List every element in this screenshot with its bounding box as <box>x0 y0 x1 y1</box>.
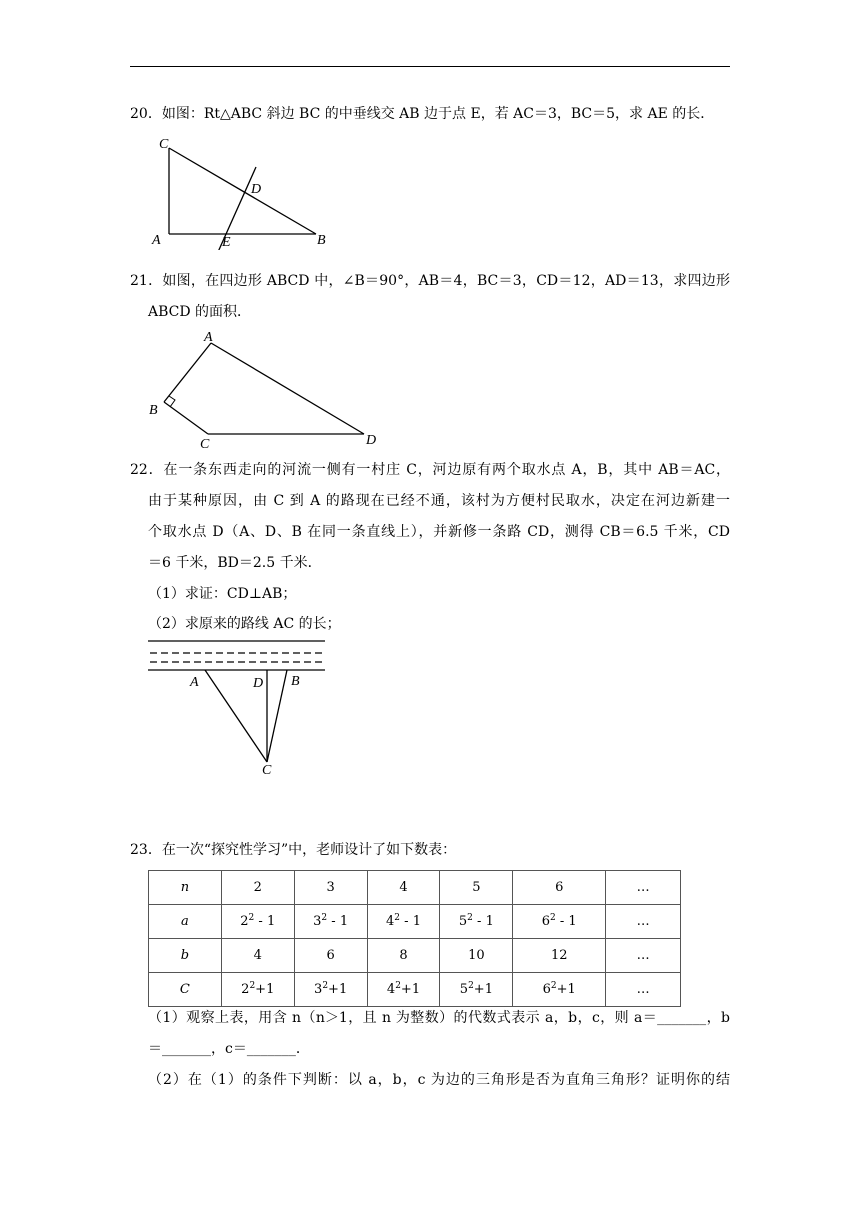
label-d: D <box>253 676 264 691</box>
table-cell: … <box>606 871 681 905</box>
table-cell: 4 <box>367 871 440 905</box>
table-cell: $6^2 - 1$ <box>513 905 606 939</box>
q21-text-line2: ABCD 的面积． <box>148 304 252 320</box>
header-rule <box>130 66 730 67</box>
table-cell: … <box>606 905 681 939</box>
q22-part1: （1）求证：CD⊥AB； <box>148 586 297 602</box>
label-b: B <box>291 674 300 689</box>
table-cell: $3^2 - 1$ <box>294 905 367 939</box>
q23-data-table <box>148 870 681 1007</box>
label-b: B <box>149 403 158 418</box>
q22-river-figure <box>145 636 335 780</box>
table-cell: $2^2+1$ <box>221 973 294 1007</box>
side-cb <box>169 148 316 234</box>
label-c: C <box>159 137 169 152</box>
label-d: D <box>366 433 377 448</box>
label-c: C <box>200 437 210 450</box>
row-head: a <box>149 905 222 939</box>
table-cell: $3^2+1$ <box>294 973 367 1007</box>
q20-text: 20．如图：Rt△ABC 斜边 BC 的中垂线交 AB 边于点 E，若 AC＝3，BC＝5，求 AE 的长． <box>130 106 715 122</box>
row-head: C <box>149 973 222 1007</box>
table-cell: … <box>606 939 681 973</box>
table-cell: $4^2+1$ <box>367 973 440 1007</box>
table-row-b <box>149 939 681 973</box>
q22-part2: （2）求原来的路线 AC 的长； <box>148 616 341 632</box>
q22-text-line4: ＝6 千米，BD＝2.5 千米． <box>148 555 322 571</box>
q23-part2-line1: （2）在（1）的条件下判断：以 a，b，c 为边的三角形是否为直角三角形？证明你的结 <box>148 1072 730 1088</box>
right-angle-mark <box>169 396 175 407</box>
q23-text: 23．在一次“探究性学习”中，老师设计了如下数表： <box>130 842 457 858</box>
row-head: b <box>149 939 222 973</box>
table-cell: $6^2+1$ <box>513 973 606 1007</box>
table-cell: $5^2 - 1$ <box>440 905 513 939</box>
table-cell: $4^2 - 1$ <box>367 905 440 939</box>
label-a: A <box>204 330 213 345</box>
table-cell: 6 <box>294 939 367 973</box>
side-ab <box>164 343 211 402</box>
table-cell: 5 <box>440 871 513 905</box>
q22-text-line1: 22．在一条东西走向的河流一侧有一村庄 C，河边原有两个取水点 A，B，其中 AB＝AC， <box>130 462 730 478</box>
row-head: n <box>149 871 222 905</box>
table-cell: 4 <box>221 939 294 973</box>
table-cell: 2 <box>221 871 294 905</box>
label-a: A <box>152 233 161 248</box>
table-cell: … <box>606 973 681 1007</box>
table-cell: $2^2 - 1$ <box>221 905 294 939</box>
road-cb <box>267 670 287 762</box>
table-cell: 8 <box>367 939 440 973</box>
label-c: C <box>262 763 272 778</box>
table-cell: 6 <box>513 871 606 905</box>
side-ad <box>211 343 364 434</box>
table-cell: 10 <box>440 939 513 973</box>
q21-quadrilateral-figure <box>140 326 390 450</box>
q20-triangle-figure <box>140 134 340 250</box>
q21-text-line1: 21．如图，在四边形 ABCD 中，∠B＝90°，AB＝4，BC＝3，CD＝12，AD＝13，求四边形 <box>130 273 730 289</box>
label-a: A <box>190 675 199 690</box>
q23-part1-line2: ＝_______，c＝_______． <box>148 1041 310 1057</box>
table-cell: 12 <box>513 939 606 973</box>
q22-text-line2: 由于某种原因，由 C 到 A 的路现在已经不通，该村为方便村民取水，决定在河边新建一 <box>148 493 730 509</box>
label-b: B <box>317 233 326 248</box>
table-row-n <box>149 871 681 905</box>
q22-text-line3: 个取水点 D（A、D、B 在同一条直线上），并新修一条路 CD，测得 CB＝6.5 千米，CD <box>148 524 730 540</box>
label-d: D <box>251 182 262 197</box>
table-cell: $5^2+1$ <box>440 973 513 1007</box>
table-row-c <box>149 973 681 1007</box>
q23-part1-line1: （1）观察上表，用含 n（n＞1，且 n 为整数）的代数式表示 a，b，c，则 a＝_______，b <box>148 1010 730 1026</box>
label-e: E <box>222 235 231 250</box>
table-cell: 3 <box>294 871 367 905</box>
table-row-a <box>149 905 681 939</box>
